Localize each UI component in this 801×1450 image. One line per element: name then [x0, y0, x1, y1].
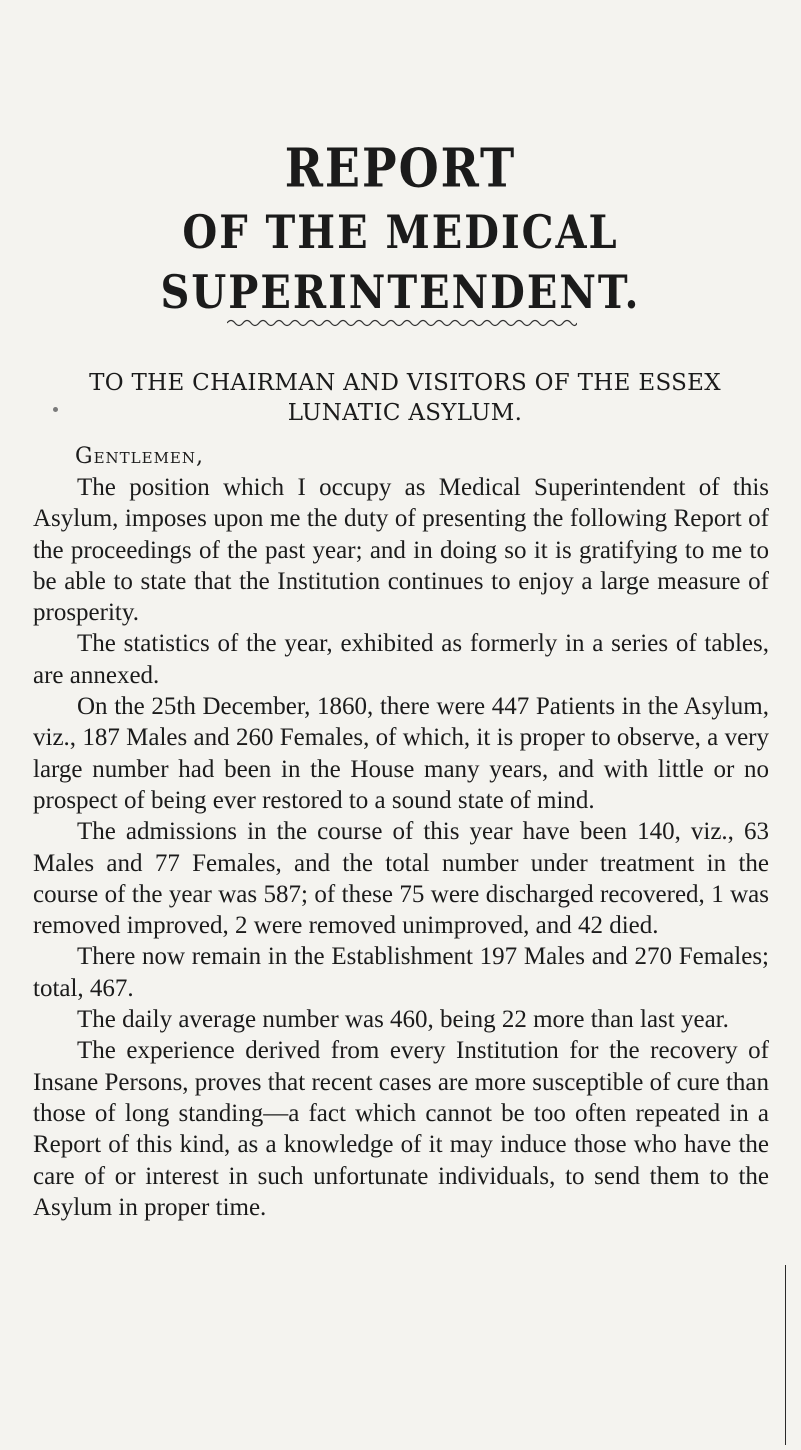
- address-line-2: LUNATIC ASYLUM.: [287, 400, 523, 426]
- paragraph-position: The position which I occupy as Medical Superintendent of this Asylum, imposes upon me the duty of presenting the following Report of the proceedings of the past year; and in doing so it is gratifying to me to be able to state that the Institution continues to enjoy a large measure of prosperity.: [33, 474, 769, 627]
- wavy-rule-divider: [227, 318, 577, 328]
- address-block: [40, 368, 770, 428]
- paragraph-statistics: The statistics of the year, exhibited as formerly in a series of tables, are annexed.: [33, 630, 769, 689]
- report-title: REPORT: [284, 136, 517, 200]
- salutation: Gentlemen,: [75, 444, 204, 469]
- paragraph-admissions: The admissions in the course of this year have been 140, viz., 63 Males and 77 Females, and the total number under treatment in the course of the year was 587; of these 75 were discharged recovered, 1 was removed improved, 2 were removed unimproved, and 42 died.: [33, 818, 769, 940]
- address-line-1: TO THE CHAIRMAN AND VISITORS OF THE ESSEX: [89, 370, 721, 396]
- paragraph-experience: The experience derived from every Institution for the recovery of Insane Persons, proves that recent cases are more susceptible of cure than those of long standing—a fact which cannot be too often repeated in a Report of this kind, as a knowledge of it may induce those who have the care of or interest in such unfortunate individuals, to send them to the Asylum in proper time.: [33, 1037, 769, 1221]
- paragraph-patients-1860: On the 25th December, 1860, there were 447 Patients in the Asylum, viz., 187 Males and 260 Females, of which, it is proper to observe, a very large number had been in the House many years, and with little or no prospect of being ever restored to a sound state of mind.: [33, 693, 769, 814]
- page-edge-line: [785, 1265, 786, 1445]
- report-body: [33, 472, 769, 1223]
- report-subtitle: OF THE MEDICAL SUPERINTENDENT.: [160, 205, 641, 320]
- paragraph-remaining: There now remain in the Establishment 197 Males and 270 Females; total, 467.: [33, 943, 769, 1002]
- print-speck: [53, 407, 58, 412]
- paragraph-daily-average: The daily average number was 460, being 22 more than last year.: [77, 1006, 729, 1034]
